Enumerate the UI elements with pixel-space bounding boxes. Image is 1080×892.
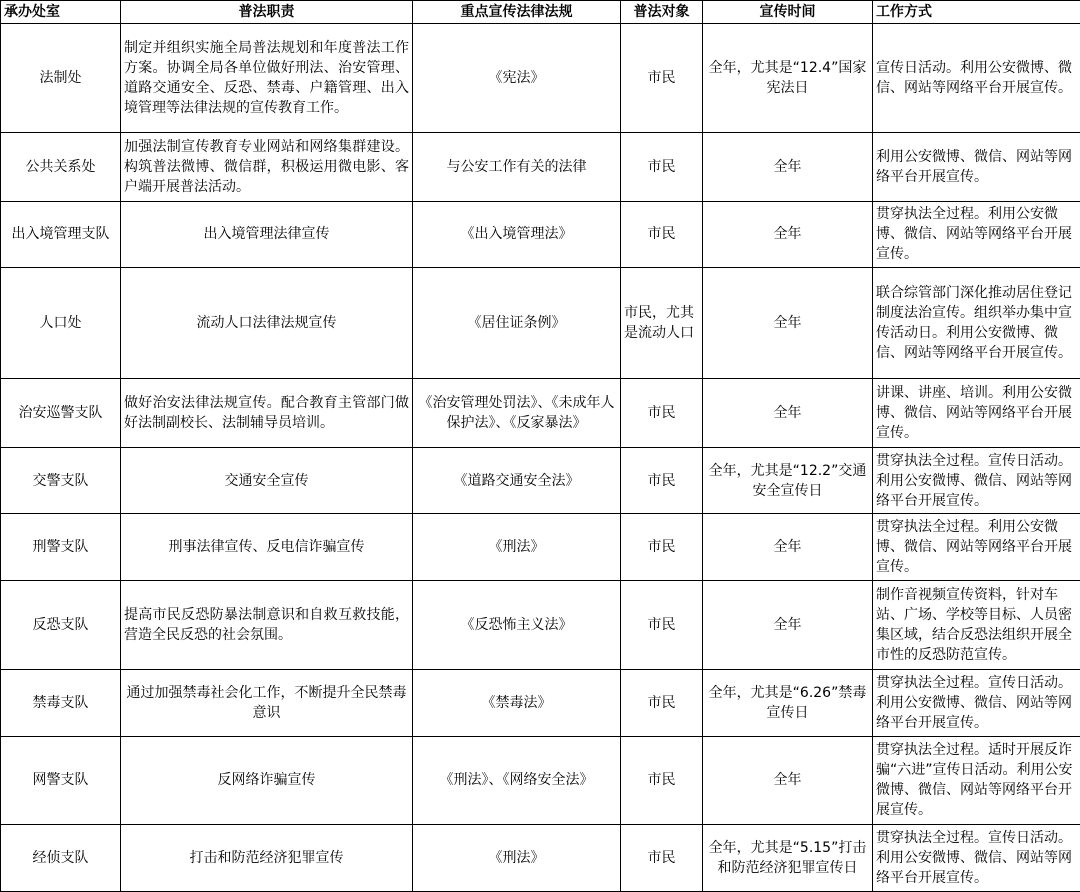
cell-method: 贯穿执法全过程。宣传日活动。利用公安微博、微信、网站等网络平台开展宣传。	[873, 447, 1080, 514]
cell-dept: 法制处	[1, 24, 121, 133]
cell-duty: 出入境管理法律宣传	[121, 201, 413, 268]
cell-duty: 流动人口法律法规宣传	[121, 268, 413, 379]
cell-laws: 《刑法》	[413, 825, 621, 892]
header-duty: 普法职责	[121, 1, 413, 24]
cell-target: 市民	[621, 201, 703, 268]
cell-dept: 人口处	[1, 268, 121, 379]
table-row	[1, 268, 1080, 379]
cell-duty: 通过加强禁毒社会化工作，不断提升全民禁毒意识	[121, 669, 413, 736]
cell-target: 市民	[621, 825, 703, 892]
table-row	[1, 736, 1080, 825]
cell-dept: 反恐支队	[1, 581, 121, 670]
cell-time: 全年	[703, 514, 873, 581]
table-row	[1, 825, 1080, 892]
cell-dept: 网警支队	[1, 736, 121, 825]
cell-time: 全年，尤其是“12.2”交通安全宣传日	[703, 447, 873, 514]
cell-duty: 打击和防范经济犯罪宣传	[121, 825, 413, 892]
cell-method: 联合综管部门深化推动居住登记制度法治宣传。组织举办集中宣传活动日。利用公安微博、微信、网站等网络平台开展宣传。	[873, 268, 1080, 379]
cell-duty: 交通安全宣传	[121, 447, 413, 514]
cell-duty: 反网络诈骗宣传	[121, 736, 413, 825]
cell-target: 市民	[621, 514, 703, 581]
header-time: 宣传时间	[703, 1, 873, 24]
cell-method: 制作音视频宣传资料，针对车站、广场、学校等目标、人员密集区域，结合反恐法组织开展全市性的反恐防范宣传。	[873, 581, 1080, 670]
cell-dept: 禁毒支队	[1, 669, 121, 736]
cell-target: 市民	[621, 133, 703, 202]
cell-method: 贯穿执法全过程。宣传日活动。利用公安微博、微信、网站等网络平台开展宣传。	[873, 669, 1080, 736]
cell-target: 市民	[621, 736, 703, 825]
table-row	[1, 24, 1080, 133]
cell-laws: 《道路交通安全法》	[413, 447, 621, 514]
header-method: 工作方式	[873, 1, 1080, 24]
cell-laws: 《居住证条例》	[413, 268, 621, 379]
cell-target: 市民	[621, 24, 703, 133]
cell-time: 全年，尤其是“5.15”打击和防范经济犯罪宣传日	[703, 825, 873, 892]
table-row	[1, 447, 1080, 514]
cell-dept: 出入境管理支队	[1, 201, 121, 268]
cell-time: 全年	[703, 736, 873, 825]
cell-time: 全年	[703, 379, 873, 448]
cell-target: 市民	[621, 669, 703, 736]
cell-time: 全年，尤其是“6.26”禁毒宣传日	[703, 669, 873, 736]
cell-target: 市民	[621, 447, 703, 514]
cell-dept: 公共关系处	[1, 133, 121, 202]
cell-laws: 《治安管理处罚法》、《未成年人保护法》、《反家暴法》	[413, 379, 621, 448]
cell-duty: 制定并组织实施全局普法规划和年度普法工作方案。协调全局各单位做好刑法、治安管理、道路交通安全、反恐、禁毒、户籍管理、出入境管理等法律法规的宣传教育工作。	[121, 24, 413, 133]
header-target: 普法对象	[621, 1, 703, 24]
table-row	[1, 379, 1080, 448]
cell-method: 贯穿执法全过程。宣传日活动。利用公安微博、微信、网站等网络平台开展宣传。	[873, 825, 1080, 892]
cell-laws: 《刑法》、《网络安全法》	[413, 736, 621, 825]
cell-time: 全年	[703, 581, 873, 670]
cell-laws: 与公安工作有关的法律	[413, 133, 621, 202]
table-row	[1, 201, 1080, 268]
cell-duty: 提高市民反恐防暴法制意识和自救互救技能，营造全民反恐的社会氛围。	[121, 581, 413, 670]
cell-laws: 《宪法》	[413, 24, 621, 133]
cell-dept: 刑警支队	[1, 514, 121, 581]
cell-method: 贯穿执法全过程。利用公安微博、微信、网站等网络平台开展宣传。	[873, 514, 1080, 581]
cell-time: 全年，尤其是“12.4”国家宪法日	[703, 24, 873, 133]
cell-target: 市民，尤其是流动人口	[621, 268, 703, 379]
table-row	[1, 133, 1080, 202]
cell-method: 宣传日活动。利用公安微博、微信、网站等网络平台开展宣传。	[873, 24, 1080, 133]
table-row	[1, 514, 1080, 581]
cell-target: 市民	[621, 581, 703, 670]
cell-time: 全年	[703, 268, 873, 379]
cell-duty: 刑事法律宣传、反电信诈骗宣传	[121, 514, 413, 581]
table-row	[1, 669, 1080, 736]
table-row	[1, 581, 1080, 670]
cell-duty: 加强法制宣传教育专业网站和网络集群建设。构筑普法微博、微信群，积极运用微电影、客户端开展普法活动。	[121, 133, 413, 202]
cell-method: 讲课、讲座、培训。利用公安微博、微信、网站等网络平台开展宣传。	[873, 379, 1080, 448]
cell-dept: 经侦支队	[1, 825, 121, 892]
cell-target: 市民	[621, 379, 703, 448]
header-row	[1, 1, 1080, 24]
header-laws: 重点宣传法律法规	[413, 1, 621, 24]
cell-dept: 交警支队	[1, 447, 121, 514]
cell-laws: 《反恐怖主义法》	[413, 581, 621, 670]
cell-method: 贯穿执法全过程。适时开展反诈骗“六进”宣传日活动。利用公安微博、微信、网站等网络平台开展宣传。	[873, 736, 1080, 825]
cell-laws: 《刑法》	[413, 514, 621, 581]
cell-time: 全年	[703, 201, 873, 268]
cell-dept: 治安巡警支队	[1, 379, 121, 448]
cell-duty: 做好治安法律法规宣传。配合教育主管部门做好法制副校长、法制辅导员培训。	[121, 379, 413, 448]
header-dept: 承办处室	[1, 1, 121, 24]
cell-laws: 《出入境管理法》	[413, 201, 621, 268]
cell-method: 贯穿执法全过程。利用公安微博、微信、网站等网络平台开展宣传。	[873, 201, 1080, 268]
cell-time: 全年	[703, 133, 873, 202]
cell-method: 利用公安微博、微信、网站等网络平台开展宣传。	[873, 133, 1080, 202]
cell-laws: 《禁毒法》	[413, 669, 621, 736]
